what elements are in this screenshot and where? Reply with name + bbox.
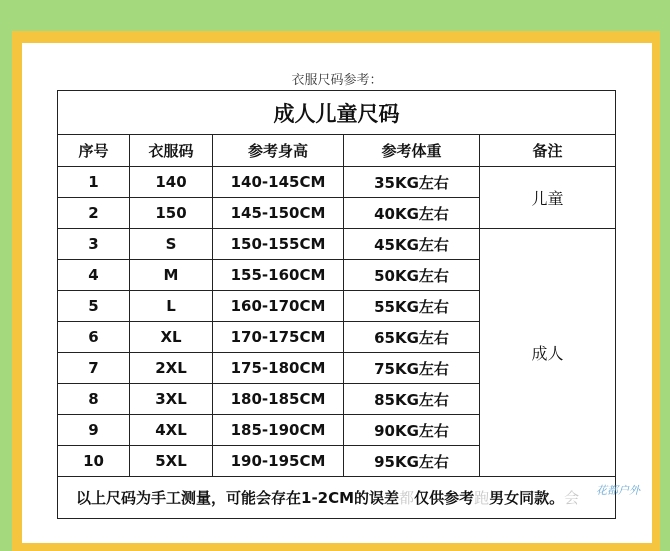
table-cell: 75KG左右 (344, 353, 480, 384)
table-cell: 3XL (130, 384, 213, 415)
table-cell: 2 (58, 198, 130, 229)
table-body (58, 167, 616, 477)
table-title: 成人儿童尺码 (58, 91, 616, 135)
table-cell: 55KG左右 (344, 291, 480, 322)
footer-end-text: 男女同款。 (489, 489, 565, 507)
size-chart-table (57, 90, 616, 519)
table-cell: 3 (58, 229, 130, 260)
table-cell: 180-185CM (213, 384, 344, 415)
table-cell: XL (130, 322, 213, 353)
table-cell: 35KG左右 (344, 167, 480, 198)
table-cell: 170-175CM (213, 322, 344, 353)
header-row (58, 135, 616, 167)
table-footer-note (58, 477, 616, 519)
group-note-cell: 成人 (480, 229, 616, 477)
table-cell: 9 (58, 415, 130, 446)
table-cell: 95KG左右 (344, 446, 480, 477)
table-cell: 190-195CM (213, 446, 344, 477)
column-header: 衣服码 (130, 135, 213, 167)
table-row (58, 229, 616, 260)
table-cell: 8 (58, 384, 130, 415)
table-cell: 5 (58, 291, 130, 322)
table-cell: 65KG左右 (344, 322, 480, 353)
table-cell: 6 (58, 322, 130, 353)
table-cell: 10 (58, 446, 130, 477)
footer-mid-text: 仅供参考 (414, 489, 475, 507)
footer-watermark: 会 (564, 489, 580, 507)
footer-watermark: 跑 (474, 489, 490, 507)
table-cell: 50KG左右 (344, 260, 480, 291)
table-cell: S (130, 229, 213, 260)
column-header: 参考体重 (344, 135, 480, 167)
table-cell: 140-145CM (213, 167, 344, 198)
table-cell: 4XL (130, 415, 213, 446)
table-cell: 155-160CM (213, 260, 344, 291)
table-cell: 150-155CM (213, 229, 344, 260)
table-cell: 160-170CM (213, 291, 344, 322)
table-cell: 85KG左右 (344, 384, 480, 415)
table-cell: 5XL (130, 446, 213, 477)
table-cell: 145-150CM (213, 198, 344, 229)
footer-watermark: 都 (399, 489, 415, 507)
table-cell: 175-180CM (213, 353, 344, 384)
table-cell: 140 (130, 167, 213, 198)
table-cell: 40KG左右 (344, 198, 480, 229)
column-header: 序号 (58, 135, 130, 167)
footer-main-text: 以上尺码为手工测量，可能会存在1-2CM的误差 (76, 489, 400, 507)
caption-text: 衣服尺码参考： (291, 73, 383, 88)
table-cell: 7 (58, 353, 130, 384)
table-row (58, 167, 616, 198)
table-cell: 4 (58, 260, 130, 291)
column-header: 参考身高 (213, 135, 344, 167)
table-cell: M (130, 260, 213, 291)
brand-watermark: 花都户外 (596, 484, 640, 497)
table-cell: L (130, 291, 213, 322)
table-cell: 45KG左右 (344, 229, 480, 260)
column-header: 备注 (480, 135, 616, 167)
table-cell: 2XL (130, 353, 213, 384)
table-cell: 1 (58, 167, 130, 198)
table-cell: 150 (130, 198, 213, 229)
table-cell: 185-190CM (213, 415, 344, 446)
group-note-cell: 儿童 (480, 167, 616, 229)
table-cell: 90KG左右 (344, 415, 480, 446)
